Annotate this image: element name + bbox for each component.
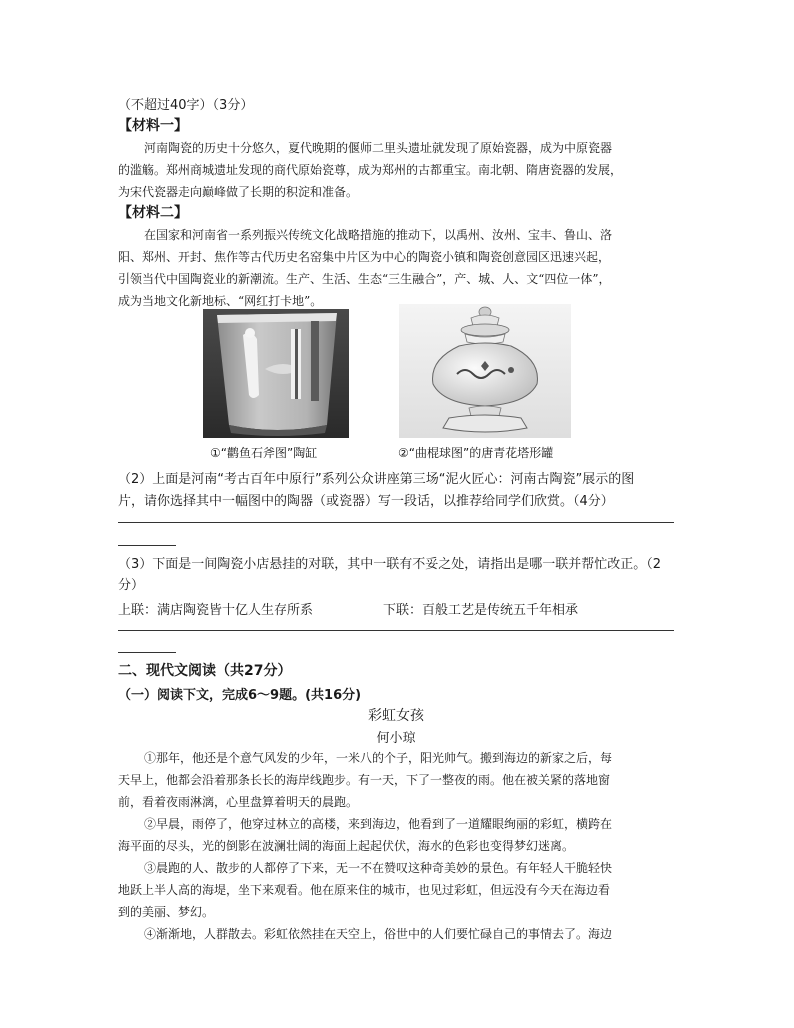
tower-jar-image	[399, 304, 571, 438]
tang-blue-white-tower-jar-photo	[399, 304, 571, 438]
caption-photo-2: ②“曲棍球图”的唐青花塔形罐	[398, 446, 554, 460]
material2-line: 成为当地文化新地标、“网红打卡地”。	[118, 294, 323, 308]
story-title: 彩虹女孩	[368, 708, 424, 724]
pottery-jar-image	[203, 309, 349, 438]
q2-line: （2）上面是河南“考古百年中原行”系列公众讲座第三场“泥火匠心：河南古陶瓷”展示的图	[118, 472, 635, 487]
material1-heading: 【材料一】	[118, 118, 188, 134]
material2-line: 在国家和河南省一系列振兴传统文化战略措施的推动下，以禹州、汝州、宝丰、鲁山、洛	[144, 228, 613, 242]
couplet-upper: 上联：满店陶瓷皆十亿人生存所系	[118, 603, 314, 618]
section2-title: 二、现代文阅读（共27分）	[118, 663, 292, 679]
story-author: 何小琼	[376, 731, 416, 746]
material1-line: 河南陶瓷的历史十分悠久，夏代晚期的偃师二里头遗址就发现了原始瓷器，成为中原瓷器	[144, 141, 613, 155]
story-line: ③晨跑的人、散步的人都停了下来，无一不在赞叹这种奇美妙的景色。有年轻人干脆轻快	[144, 861, 613, 875]
q2-line: 片，请你选择其中一幅图中的陶器（或瓷器）写一段话，以推荐给同学们欣赏。（4分）	[118, 494, 614, 509]
story-line: ①那年，他还是个意气风发的少年，一米八的个子，阳光帅气。搬到海边的新家之后，每	[144, 751, 613, 765]
material2-line: 引领当代中国陶瓷业的新潮流。生产、生活、生态“三生融合”，产、城、人、文“四位一体”，	[118, 272, 611, 286]
material1-line: 为宋代瓷器走向巅峰做了长期的积淀和准备。	[118, 185, 359, 199]
story-line: 地跃上半人高的海堤，坐下来观看。他在原来住的城市，也见过彩虹，但远没有今天在海边看	[118, 883, 611, 897]
story-line: 到的美丽、梦幻。	[118, 905, 215, 919]
story-line: 海平面的尽头，光的倒影在波澜壮阔的海面上起起伏伏，海水的色彩也变得梦幻迷离。	[118, 839, 575, 853]
story-line: ④渐渐地，人群散去。彩虹依然挂在天空上，俗世中的人们要忙碌自己的事情去了。海边	[144, 927, 613, 941]
stork-fish-axe-jar-photo	[203, 309, 349, 438]
q3-answer-line	[118, 630, 674, 631]
story-line: 前，看着夜雨淋漓，心里盘算着明天的晨跑。	[118, 795, 359, 809]
q2-answer-line-end	[118, 545, 176, 546]
story-line: 天早上，他都会沿着那条长长的海岸线跑步。有一天，下了一整夜的雨。他在被关紧的落地窗	[118, 773, 611, 787]
section2-subtitle: （一）阅读下文，完成6～9题。(共16分)	[118, 688, 362, 703]
material1-line: 的滥觞。郑州商城遗址发现的商代原始瓷尊，成为郑州的古都重宝。南北朝、隋唐瓷器的发展，	[118, 163, 623, 177]
q3-answer-line-end	[118, 652, 176, 653]
material2-line: 阳、郑州、开封、焦作等古代历史名窑集中片区为中心的陶瓷小镇和陶瓷创意园区迅速兴起，	[118, 250, 611, 264]
q3-line: （3）下面是一间陶瓷小店悬挂的对联，其中一联有不妥之处，请指出是哪一联并帮忙改正。（2	[118, 557, 662, 572]
story-line: ②早晨，雨停了，他穿过林立的高楼，来到海边，他看到了一道耀眼绚丽的彩虹，横跨在	[144, 817, 613, 831]
material2-heading: 【材料二】	[118, 205, 188, 221]
couplet-lower: 下联：百般工艺是传统五千年相承	[383, 603, 579, 618]
q1-score-note: （不超过40字）（3分）	[118, 98, 254, 113]
caption-photo-1: ①“鹳鱼石斧图”陶缸	[210, 446, 318, 460]
q2-answer-line	[118, 522, 674, 523]
q3-line: 分）	[118, 578, 145, 593]
